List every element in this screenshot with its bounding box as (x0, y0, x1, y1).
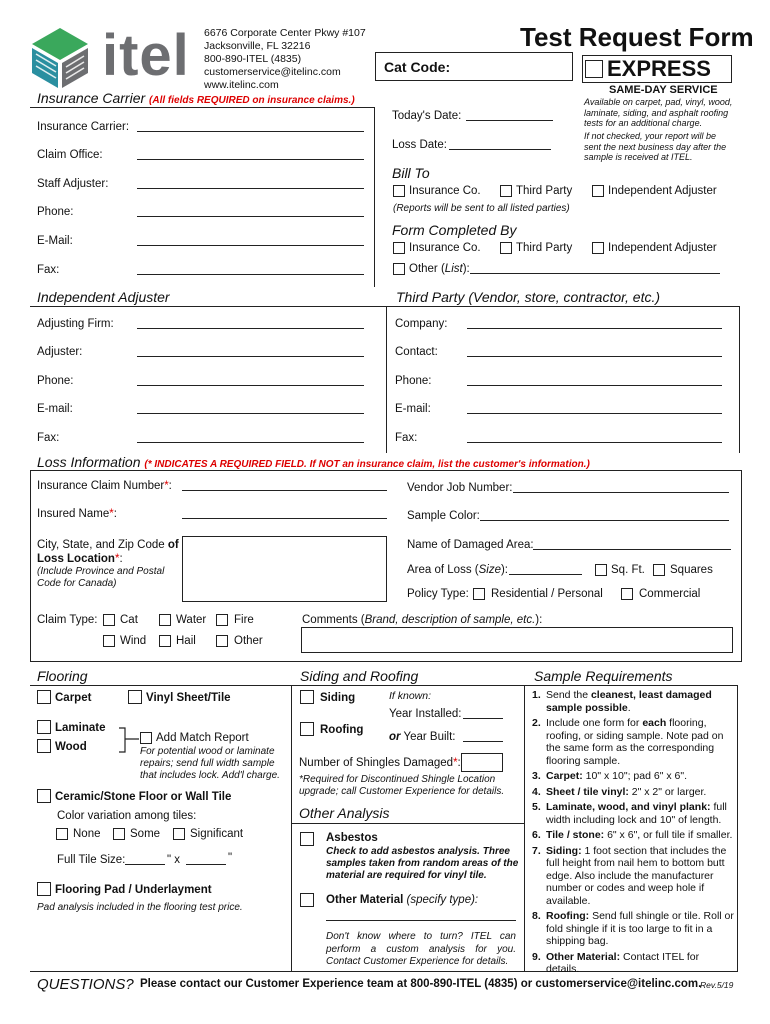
variation-some-label: Some (130, 828, 161, 840)
insurance-fax-input[interactable] (137, 274, 364, 275)
siding-label: Siding (320, 692, 356, 704)
third-party-phone-label: Phone: (395, 375, 432, 387)
contact-line: Please contact our Customer Experience team at 800-890-ITEL (4835) or customerservice@itelinc.com. (140, 978, 702, 990)
completed-other-input[interactable] (470, 273, 720, 274)
tile-size-inch: " (228, 852, 233, 864)
area-of-loss-label: Area of Loss (Size): (407, 564, 508, 576)
adjuster-email-label: E-mail: (37, 403, 73, 415)
vinyl-checkbox[interactable] (128, 690, 142, 704)
claim-office-input[interactable] (137, 159, 364, 160)
other-material-input[interactable] (326, 920, 516, 921)
vendor-job-label: Vendor Job Number: (407, 482, 513, 494)
wood-checkbox[interactable] (37, 739, 51, 753)
express-note: Available on carpet, pad, vinyl, wood, laminate, siding, and asphalt roofing tests for an additional charge. (584, 97, 733, 128)
sq-ft-label: Sq. Ft. (611, 564, 645, 576)
completed-third-party-label: Third Party (516, 242, 573, 254)
comments-input[interactable] (301, 627, 733, 653)
vinyl-label: Vinyl Sheet/Tile (146, 692, 231, 704)
requirement-item: 6. Tile / stone: 6" x 6", or full tile if smaller. (532, 829, 733, 841)
wood-label: Wood (55, 741, 87, 753)
revision-label: Rev.5/19 (700, 980, 734, 990)
policy-type-label: Policy Type: (407, 588, 469, 600)
express-label: EXPRESS (607, 56, 711, 81)
roofing-label: Roofing (320, 724, 364, 736)
itel-logo-icon (30, 26, 92, 90)
tile-width-input[interactable] (125, 864, 165, 865)
carpet-checkbox[interactable] (37, 690, 51, 704)
claim-fire-label: Fire (234, 614, 254, 626)
requirement-item: 3. Carpet: 10" x 10"; pad 6" x 6". (532, 770, 687, 782)
bill-to-heading: Bill To (392, 165, 430, 181)
third-party-fax-label: Fax: (395, 432, 418, 444)
third-party-email-input[interactable] (467, 413, 722, 414)
contact-input[interactable] (467, 356, 722, 357)
page-title: Test Request Form (520, 22, 754, 52)
completed-insurance-label: Insurance Co. (409, 242, 481, 254)
year-built-label: or Year Built: (389, 731, 456, 743)
adjusting-firm-label: Adjusting Firm: (37, 318, 114, 330)
ceramic-label: Ceramic/Stone Floor or Wall Tile (55, 791, 232, 803)
section-divider (386, 306, 387, 453)
insurance-phone-label: Phone: (37, 206, 74, 218)
requirement-item: 8. Roofing: Send full shingle or tile. Roll or fold shingle if it is too large to fit in a shipping bag. (532, 910, 734, 947)
loss-date-label: Loss Date: (392, 139, 447, 151)
commercial-checkbox[interactable] (621, 588, 633, 600)
insurance-heading: Insurance Carrier (All fields REQUIRED on insurance claims.) (37, 90, 355, 106)
asbestos-note: Check to add asbestos analysis. Three samples taken from random areas of the material are required for vinyl tile. (326, 846, 519, 881)
claim-hail-checkbox[interactable] (159, 635, 171, 647)
company-label: Company: (395, 318, 448, 330)
tile-size-label: Full Tile Size: (57, 854, 126, 866)
claim-fire-checkbox[interactable] (216, 614, 228, 626)
variation-some-checkbox[interactable] (113, 828, 125, 840)
damaged-area-input[interactable] (533, 549, 731, 550)
carpet-label: Carpet (55, 692, 92, 704)
roofing-checkbox[interactable] (300, 722, 314, 736)
adjusting-firm-input[interactable] (137, 328, 364, 329)
todays-date-input[interactable] (466, 120, 553, 121)
claim-other-checkbox[interactable] (216, 635, 228, 647)
asbestos-label: Asbestos (326, 832, 378, 844)
loss-location-note: (Include Province and Postal Code for Canada) (37, 566, 165, 589)
completed-third-party-checkbox[interactable] (500, 242, 512, 254)
bill-to-insurance-checkbox[interactable] (393, 185, 405, 197)
bracket-icon (117, 727, 141, 753)
bill-to-third-party-checkbox[interactable] (500, 185, 512, 197)
adjuster-phone-label: Phone: (37, 375, 74, 387)
insurance-carrier-input[interactable] (137, 131, 364, 132)
comments-label: Comments (Brand, description of sample, etc.): (302, 614, 543, 626)
other-material-checkbox[interactable] (300, 893, 314, 907)
loss-location-label: City, State, and Zip Code of Loss Location*: (37, 539, 179, 565)
insurance-phone-input[interactable] (137, 216, 364, 217)
completed-by-heading: Form Completed By (392, 222, 517, 238)
bill-to-note: (Reports will be sent to all listed parties) (393, 203, 570, 214)
requirement-item: 5. Laminate, wood, and vinyl plank: full width including lock and 10" of length. (532, 801, 727, 826)
requirement-item: 9. Other Material: Contact ITEL for details. (532, 950, 700, 975)
claim-cat-label: Cat (120, 614, 138, 626)
other-analysis-divider (291, 823, 524, 824)
damaged-area-label: Name of Damaged Area: (407, 539, 534, 551)
add-match-label: Add Match Report (156, 732, 249, 744)
bill-to-adjuster-label: Independent Adjuster (608, 185, 717, 197)
claim-number-label: Insurance Claim Number*: (37, 480, 172, 492)
adjuster-label: Adjuster: (37, 346, 83, 358)
vendor-job-input[interactable] (513, 492, 729, 493)
independent-adjuster-heading: Independent Adjuster (37, 289, 170, 305)
shingles-input[interactable] (461, 753, 503, 772)
add-match-checkbox[interactable] (140, 732, 152, 744)
pad-checkbox[interactable] (37, 882, 51, 896)
insurance-fax-label: Fax: (37, 264, 60, 276)
insured-name-input[interactable] (182, 518, 387, 519)
insurance-carrier-label: Insurance Carrier: (37, 121, 130, 133)
bill-to-insurance-label: Insurance Co. (409, 185, 481, 197)
other-material-label: Other Material (specify type): (326, 894, 479, 906)
completed-other-checkbox[interactable] (393, 263, 405, 275)
completed-adjuster-checkbox[interactable] (592, 242, 604, 254)
shingle-note: *Required for Discontinued Shingle Location upgrade; call Customer Experience for details. (299, 774, 505, 797)
insurance-section (30, 107, 375, 287)
staff-adjuster-label: Staff Adjuster: (37, 178, 109, 190)
ceramic-checkbox[interactable] (37, 789, 51, 803)
lower-divider-2 (524, 685, 525, 972)
questions-label: QUESTIONS? (37, 976, 134, 993)
insured-name-label: Insured Name*: (37, 508, 117, 520)
adjuster-fax-label: Fax: (37, 432, 60, 444)
same-day-label: SAME-DAY SERVICE (609, 84, 718, 96)
year-installed-input[interactable] (463, 718, 503, 719)
claim-number-input[interactable] (182, 490, 387, 491)
tile-length-input[interactable] (186, 864, 226, 865)
color-variation-label: Color variation among tiles: (57, 810, 197, 822)
bill-to-adjuster-checkbox[interactable] (592, 185, 604, 197)
if-known-label: If known: (389, 690, 432, 702)
sq-ft-checkbox[interactable] (595, 564, 607, 576)
contact-label: Contact: (395, 346, 438, 358)
staff-adjuster-input[interactable] (137, 188, 364, 189)
requirement-item: 7. Siding: 1 foot section that includes the full height from nail hem to bottom butt edge. Also include the manufacturer number or codes and weep hole if available. (532, 844, 727, 907)
third-party-heading: Third Party (Vendor, store, contractor, etc.) (396, 289, 661, 305)
laminate-label: Laminate (55, 722, 106, 734)
cat-code-label: Cat Code: (384, 59, 451, 75)
claim-water-checkbox[interactable] (159, 614, 171, 626)
company-address: 6676 Corporate Center Pkwy #107 Jacksonville, FL 32216 800-890-ITEL (4835) customerservice@itelinc.com www.itelinc.com (204, 27, 366, 91)
claim-other-label: Other (234, 635, 263, 647)
squares-label: Squares (670, 564, 713, 576)
claim-hail-label: Hail (176, 635, 196, 647)
requirement-item: 1. Send the cleanest, least damaged sample possible. (532, 689, 712, 714)
claim-water-label: Water (176, 614, 207, 626)
adjuster-input[interactable] (137, 356, 364, 357)
todays-date-label: Today's Date: (392, 110, 462, 122)
loss-heading: Loss Information (* INDICATES A REQUIRED FIELD. If NOT an insurance claim, list the customer's information.) (37, 454, 590, 470)
claim-wind-label: Wind (120, 635, 147, 647)
pad-label: Flooring Pad / Underlayment (55, 884, 212, 896)
other-analysis-heading: Other Analysis (299, 805, 390, 821)
adjuster-fax-input[interactable] (137, 442, 364, 443)
completed-insurance-checkbox[interactable] (393, 242, 405, 254)
claim-office-label: Claim Office: (37, 149, 103, 161)
shingles-label: Number of Shingles Damaged*: (299, 757, 461, 769)
variation-significant-checkbox[interactable] (173, 828, 185, 840)
insurance-email-input[interactable] (137, 245, 364, 246)
variation-none-label: None (73, 828, 101, 840)
siding-roofing-heading: Siding and Roofing (300, 668, 419, 684)
siding-checkbox[interactable] (300, 690, 314, 704)
dont-know-note: Don't know where to turn? ITEL can perform a custom analysis for you. Contact Customer Experience for details. (326, 931, 516, 967)
sample-requirements-heading: Sample Requirements (534, 668, 673, 684)
squares-checkbox[interactable] (653, 564, 665, 576)
variation-significant-label: Significant (190, 828, 244, 840)
loss-location-input[interactable] (182, 536, 387, 602)
asbestos-checkbox[interactable] (300, 832, 314, 846)
express-note-2: If not checked, your report will be sent the next business day after the sample is received at ITEL. (584, 131, 727, 162)
sample-color-label: Sample Color: (407, 510, 480, 522)
sample-requirements-list (532, 689, 734, 976)
residential-label: Residential / Personal (491, 588, 603, 600)
sample-color-input[interactable] (480, 520, 729, 521)
completed-other-label: Other (List): (409, 263, 470, 275)
year-installed-label: Year Installed: (389, 708, 462, 720)
laminate-checkbox[interactable] (37, 720, 51, 734)
requirement-item: 4. Sheet / tile vinyl: 2" x 2" or larger. (532, 785, 707, 798)
pad-note: Pad analysis included in the flooring test price. (37, 902, 243, 913)
year-built-input[interactable] (463, 741, 503, 742)
area-of-loss-input[interactable] (509, 574, 582, 575)
claim-cat-checkbox[interactable] (103, 614, 115, 626)
claim-wind-checkbox[interactable] (103, 635, 115, 647)
variation-none-checkbox[interactable] (56, 828, 68, 840)
bill-to-third-party-label: Third Party (516, 185, 573, 197)
insurance-email-label: E-Mail: (37, 235, 73, 247)
flooring-heading: Flooring (37, 668, 88, 684)
requirement-item: 2. Include one form for each flooring, roofing, or siding sample. Note pad on the same form as the corresponding flooring sample. (532, 717, 724, 767)
adjuster-phone-input[interactable] (137, 385, 364, 386)
company-logo-text: itel (102, 23, 190, 88)
loss-date-input[interactable] (449, 149, 551, 150)
tile-size-x: " x (167, 854, 181, 866)
add-match-note: For potential wood or laminate repairs; send full width sample that includes lock. Add'l charge. (140, 746, 280, 781)
claim-type-label: Claim Type: (37, 614, 98, 626)
express-checkbox[interactable] (585, 60, 603, 78)
adjuster-email-input[interactable] (137, 413, 364, 414)
residential-checkbox[interactable] (473, 588, 485, 600)
third-party-email-label: E-mail: (395, 403, 431, 415)
commercial-label: Commercial (639, 588, 701, 600)
completed-adjuster-label: Independent Adjuster (608, 242, 717, 254)
company-input[interactable] (467, 328, 722, 329)
third-party-fax-input[interactable] (467, 442, 722, 443)
third-party-phone-input[interactable] (467, 385, 722, 386)
lower-divider-1 (291, 685, 292, 972)
